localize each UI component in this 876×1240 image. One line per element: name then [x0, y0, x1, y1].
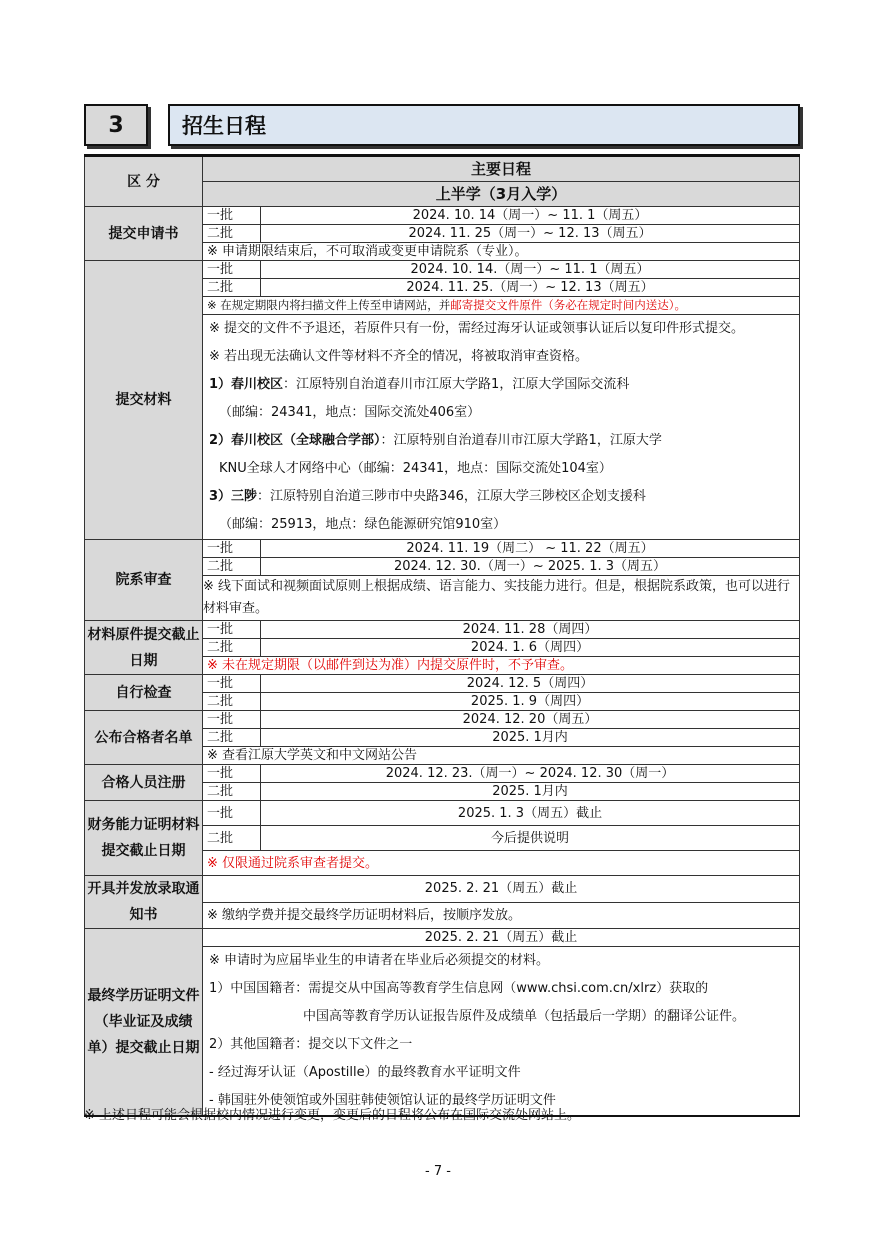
row-label-degree: 最终学历证明文件（毕业证及成绩单）提交截止日期: [85, 929, 203, 1117]
degree-details: [203, 947, 800, 1117]
row-label-admission: 开具并发放录取通知书: [85, 876, 203, 929]
review-note: ※ 线下面试和视频面试原则上根据成绩、语言能力、实技能力进行。但是，根据院系政策，也可以进行材料审查。: [203, 576, 800, 621]
batch-1: 一批: [203, 261, 261, 279]
batch-2: 二批: [203, 279, 261, 297]
date-2: 2025. 1. 9（周四）: [261, 693, 800, 711]
degree-note-2: 1）中国国籍者：需提交从中国高等教育学生信息网（www.chsi.com.cn/xlrz）获取的: [209, 981, 709, 996]
row-label-announce: 公布合格者名单: [85, 711, 203, 765]
announce-note: ※ 查看江原大学英文和中文网站公告: [203, 747, 800, 765]
date-1: 2024. 10. 14（周一）~ 11. 1（周五）: [261, 207, 800, 225]
row-label-original: 材料原件提交截止日期: [85, 621, 203, 675]
address-text: ：江原特别自治道春川市江原大学路1，江原大学: [380, 433, 662, 448]
batch-1: 一批: [203, 540, 261, 558]
date-2: 2025. 1月内: [261, 729, 800, 747]
date-1: 2024. 11. 28（周四）: [261, 621, 800, 639]
date-2: 2024. 1. 6（周四）: [261, 639, 800, 657]
batch-2: 二批: [203, 826, 261, 851]
degree-note-5: - 韩国驻外使领馆或外国驻韩使领馆认证的最终学历证明文件: [209, 1093, 556, 1108]
batch-2: 二批: [203, 783, 261, 801]
date-2: 2024. 11. 25（周一）~ 12. 13（周五）: [261, 225, 800, 243]
original-note: ※ 未在规定期限（以邮件到达为准）内提交原件时，不予审查。: [203, 657, 800, 675]
schedule-table: [84, 154, 800, 1117]
row-label-finance: 财务能力证明材料提交截止日期: [85, 801, 203, 876]
batch-1: 一批: [203, 801, 261, 826]
address-1-zip: （邮编：24341，地点：国际交流处406室）: [219, 405, 481, 420]
return-note: ※ 提交的文件不予退还，若原件只有一份，需经过海牙认证或领事认证后以复印件形式提交。: [209, 321, 745, 336]
admission-date: 2025. 2. 21（周五）截止: [203, 876, 800, 903]
batch-2: 二批: [203, 639, 261, 657]
header-semester: 上半学（3月入学）: [203, 182, 800, 207]
date-1: 2024. 12. 23.（周一）~ 2024. 12. 30（周一）: [261, 765, 800, 783]
upload-note-text: ※ 在规定期限内将扫描文件上传至申请网站，并: [207, 298, 451, 312]
address-3-zip: （邮编：25913，地点：绿色能源研究馆910室）: [219, 517, 507, 532]
row-label-register: 合格人员注册: [85, 765, 203, 801]
section-number: 3: [84, 104, 148, 146]
date-1: 2025. 1. 3（周五）截止: [261, 801, 800, 826]
degree-note-3: 2）其他国籍者：提交以下文件之一: [209, 1037, 413, 1052]
degree-note-4: - 经过海牙认证（Apostille）的最终教育水平证明文件: [209, 1065, 521, 1080]
address-3: [203, 483, 799, 511]
batch-1: 一批: [203, 207, 261, 225]
date-1: 2024. 12. 20（周五）: [261, 711, 800, 729]
degree-note-2b: 中国高等教育学历认证报告原件及成绩单（包括最后一学期）的翻译公证件。: [303, 1009, 746, 1024]
address-2-zip: KNU全球人才网络中心（邮编：24341，地点：国际交流处104室）: [219, 461, 612, 476]
batch-1: 一批: [203, 621, 261, 639]
date-2: 2024. 11. 25.（周一）~ 12. 13（周五）: [261, 279, 800, 297]
degree-note-1: ※ 申请时为应届毕业生的申请者在毕业后必须提交的材料。: [209, 953, 550, 968]
date-1: 2024. 11. 19（周二） ~ 11. 22（周五）: [261, 540, 800, 558]
batch-1: 一批: [203, 675, 261, 693]
date-2: 2024. 12. 30.（周一）~ 2025. 1. 3（周五）: [261, 558, 800, 576]
section-title: 招生日程: [168, 104, 800, 146]
batch-2: 二批: [203, 225, 261, 243]
admission-note: ※ 缴纳学费并提交最终学历证明材料后，按顺序发放。: [203, 902, 800, 929]
campus-name: 2）春川校区（全球融合学部）: [209, 433, 381, 448]
batch-2: 二批: [203, 558, 261, 576]
upload-note-warning: 邮寄提交文件原件（务必在规定时间内送达）。: [450, 298, 687, 312]
batch-2: 二批: [203, 729, 261, 747]
address-2: [203, 427, 799, 455]
apply-note: ※ 申请期限结束后，不可取消或变更申请院系（专业）。: [203, 243, 800, 261]
materials-details: [203, 315, 800, 540]
row-label-selfcheck: 自行检查: [85, 675, 203, 711]
address-text: ：江原特别自治道三陟市中央路346，江原大学三陟校区企划支援科: [257, 489, 646, 504]
date-2: 2025. 1月内: [261, 783, 800, 801]
footnote: ※ 上述日程可能会根据校内情况进行变更，变更后的日程将公布在国际交流处网站上。: [84, 1108, 581, 1123]
incomplete-note: ※ 若出现无法确认文件等材料不齐全的情况，将被取消审查资格。: [209, 349, 589, 364]
degree-date: 2025. 2. 21（周五）截止: [203, 929, 800, 947]
address-text: ：江原特别自治道春川市江原大学路1，江原大学国际交流科: [283, 377, 630, 392]
row-label-apply: 提交申请书: [85, 207, 203, 261]
date-1: 2024. 10. 14.（周一）~ 11. 1（周五）: [261, 261, 800, 279]
row-label-review: 院系审查: [85, 540, 203, 621]
materials-upload-note: [203, 297, 800, 315]
date-2: 今后提供说明: [261, 826, 800, 851]
batch-1: 一批: [203, 765, 261, 783]
batch-2: 二批: [203, 693, 261, 711]
address-1: [203, 371, 799, 399]
campus-name: 1）春川校区: [209, 377, 284, 392]
row-label-materials: 提交材料: [85, 261, 203, 540]
campus-name: 3）三陟: [209, 489, 258, 504]
page-number: - 7 -: [425, 1164, 451, 1179]
date-1: 2024. 12. 5（周四）: [261, 675, 800, 693]
finance-note: ※ 仅限通过院系审查者提交。: [203, 851, 800, 876]
header-main: 主要日程: [203, 156, 800, 182]
batch-1: 一批: [203, 711, 261, 729]
header-category: 区 分: [85, 156, 203, 207]
